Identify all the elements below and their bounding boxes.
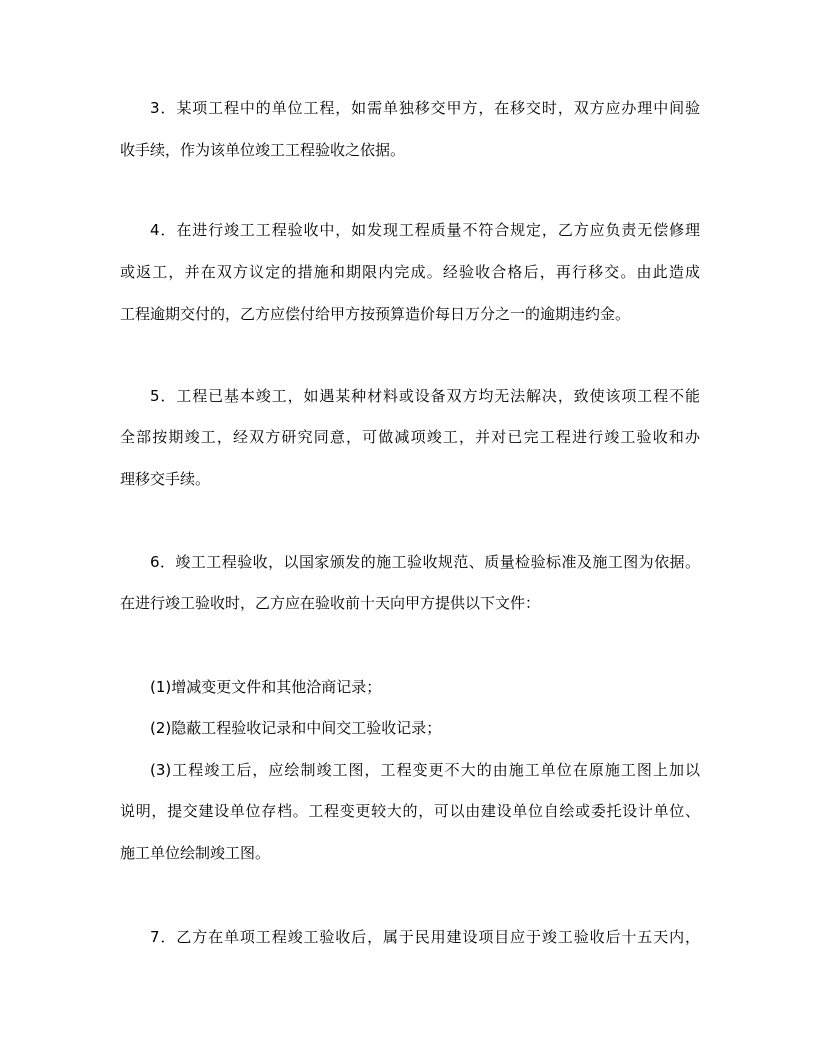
list-item-3-line-1: (3)工程竣工后，应绘制竣工图，工程变更不大的由施工单位在原施工图上加以 <box>150 761 700 779</box>
list-item-3-line-3: 施工单位绘制竣工图。 <box>120 844 271 862</box>
clause-5-line-2: 全部按期竣工，经双方研究同意，可做减项竣工，并对已完工程进行竣工验收和办 <box>120 428 700 446</box>
clause-4-line-1: 4．在进行竣工工程验收中，如发现工程质量不符合规定，乙方应负责无偿修理 <box>150 221 700 239</box>
clause-3-line-1: 3．某项工程中的单位工程，如需单独移交甲方，在移交时，双方应办理中间验 <box>150 99 700 117</box>
clause-5-line-1: 5．工程已基本竣工，如遇某种材料或设备双方均无法解决，致使该项工程不能 <box>150 387 700 405</box>
clause-5-line-3: 理移交手续。 <box>120 470 211 488</box>
list-item-1: (1)增减变更文件和其他洽商记录； <box>150 678 382 696</box>
clause-6-line-1: 6．竣工工程验收，以国家颁发的施工验收规范、质量检验标准及施工图为依据。 <box>150 553 700 571</box>
clause-4-line-3: 工程逾期交付的，乙方应偿付给甲方按预算造价每日万分之一的逾期违约金。 <box>120 305 631 323</box>
clause-7-line-1: 7．乙方在单项工程竣工验收后，属于民用建设项目应于竣工验收后十五天内， <box>150 928 700 946</box>
clause-6-line-2: 在进行竣工验收时，乙方应在验收前十天向甲方提供以下文件： <box>120 594 541 612</box>
list-item-2: (2)隐蔽工程验收记录和中间交工验收记录； <box>150 719 442 737</box>
clause-4-line-2: 或返工，并在双方议定的措施和期限内完成。经验收合格后，再行移交。由此造成 <box>120 263 700 281</box>
clause-3-line-2: 收手续，作为该单位竣工工程验收之依据。 <box>120 141 406 159</box>
list-item-3-line-2: 说明，提交建设单位存档。工程变更较大的，可以由建设单位自绘或委托设计单位、 <box>120 802 700 820</box>
